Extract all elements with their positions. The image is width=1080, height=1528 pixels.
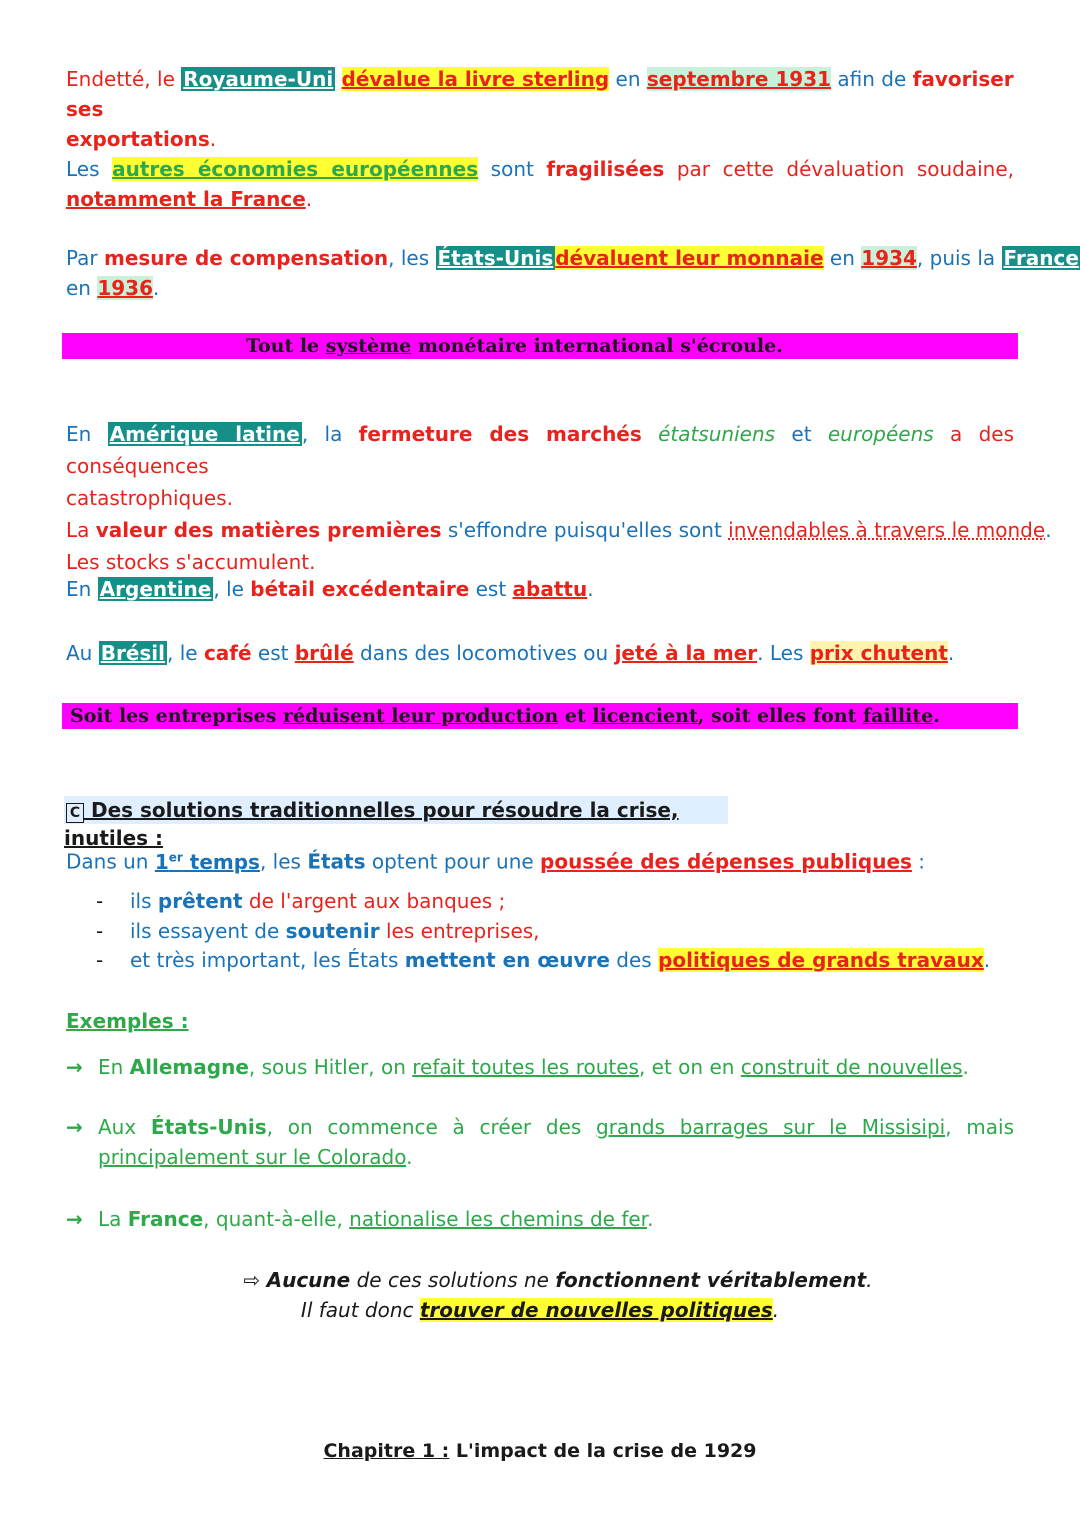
examples-label: Exemples : (66, 1009, 189, 1033)
right-arrow-icon: → (66, 1055, 83, 1079)
paragraph-first-phase: Dans un 1er temps, les États optent pour une poussée des dépenses publiques : (66, 849, 926, 874)
example-france: → La France, quant-à-elle, nationalise les chemins de fer. (66, 1204, 1014, 1234)
section-heading-traditional-solutions: C Des solutions traditionnelles pour résoudre la crise, inutiles : (64, 796, 728, 824)
paragraph-devaluation-uk: Endetté, le Royaume-Uni dévalue la livre sterling en septembre 1931 afin de favoriser ses exportations. (66, 67, 1014, 151)
paragraph-argentina: En Argentine , le bétail excédentaire est abattu. (66, 577, 594, 601)
paragraph-latin-america: En Amérique latine , la fermeture des marchés étatsuniens et européens a des conséquences catastrophiques. La valeur des matières premières s'effondre puisqu'elles sont invendables à travers le monde. Les stocks s'accumulent. (66, 422, 1052, 574)
paragraph-european-economies: Les autres économies européennes sont fragilisées par cette dévaluation soudaine, notamment la France. (66, 157, 1015, 211)
paragraph-brazil: Au Brésil , le café est brûlé dans des locomotives ou jeté à la mer. Les prix chutent. (66, 641, 955, 665)
hollow-arrow-icon: ⇨ (243, 1268, 261, 1292)
example-usa: → Aux États-Unis, on commence à créer des grands barrages sur le Missisipi, mais principalement sur le Colorado. (66, 1112, 1014, 1172)
chapter-footer: Chapitre 1 : L'impact de la crise de 1929 (323, 1440, 757, 1462)
paragraph-compensation: Par mesure de compensation, les États-Unis dévaluent leur monnaie en 1934, puis la France en 1936. (66, 246, 1079, 300)
example-germany: → En Allemagne, sous Hitler, on refait toutes les routes, et on en construit de nouvelles. (66, 1052, 1014, 1082)
banner-monetary-collapse: Tout le système monétaire international s'écroule. (62, 333, 1018, 359)
conclusion: ⇨ Aucune de ces solutions ne fonctionnent véritablement. Il faut donc trouver de nouvelles politiques. (243, 1268, 873, 1322)
right-arrow-icon: → (66, 1115, 83, 1139)
banner-business-consequences: Soit les entreprises réduisent leur production et licencient, soit elles font faillite. (62, 703, 1018, 729)
right-arrow-icon: → (66, 1207, 83, 1231)
section-letter-icon: C (66, 803, 84, 823)
